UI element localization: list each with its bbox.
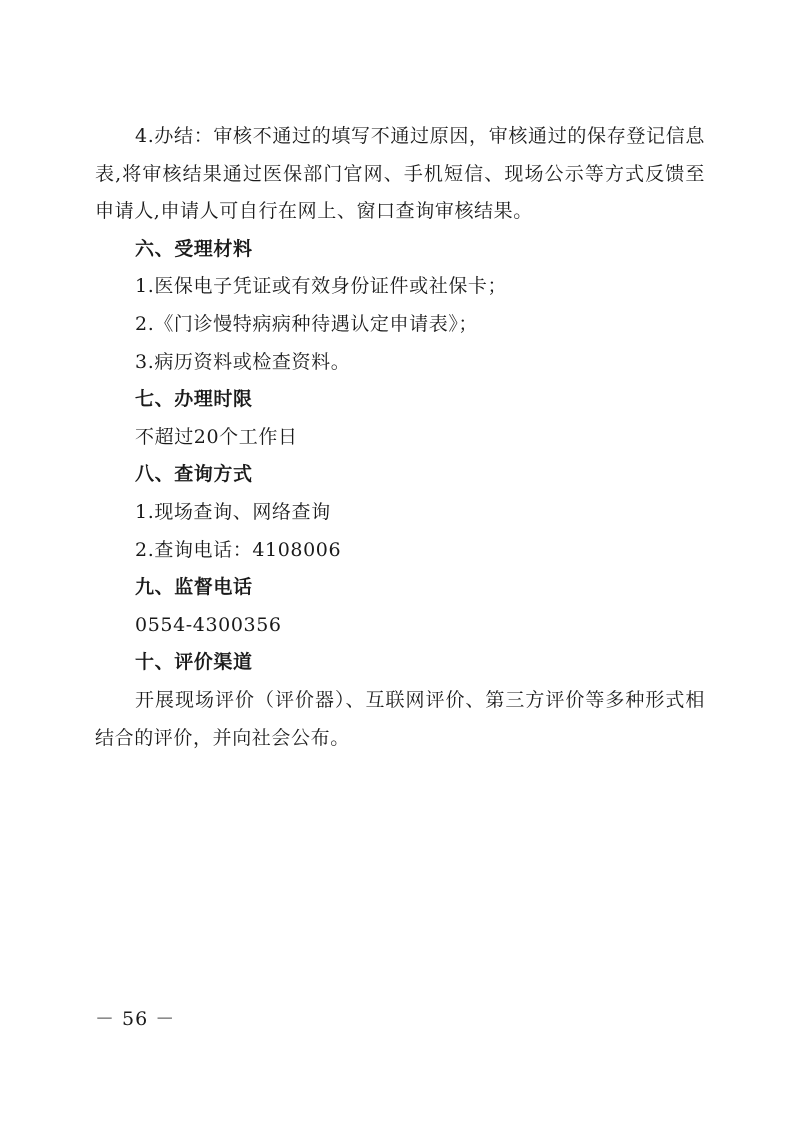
heading-evaluation: 十、评价渠道	[135, 651, 253, 674]
paragraph-material-2: 2.《门诊慢特病病种待遇认定申请表》；	[135, 312, 479, 335]
paragraph-supervision-phone: 0554-4300356	[135, 613, 282, 636]
paragraph-material-1: 1.医保电子凭证或有效身份证件或社保卡；	[135, 275, 508, 298]
paragraph-inquiry-1: 1.现场查询、网络查询	[135, 500, 331, 523]
paragraph-evaluation: 开展现场评价（评价器）、互联网评价、第三方评价等多种形式相结合的评价，并向社会公布。	[95, 688, 705, 749]
heading-inquiry: 八、查询方式	[135, 463, 253, 486]
document-body	[95, 118, 705, 757]
heading-materials: 六、受理材料	[135, 237, 253, 260]
paragraph-time-limit: 不超过20个工作日	[135, 425, 298, 448]
heading-time-limit: 七、办理时限	[135, 388, 253, 411]
paragraph-material-3: 3.病历资料或检查资料。	[135, 350, 351, 373]
page-number: － 56 －	[95, 1008, 176, 1030]
heading-supervision: 九、监督电话	[135, 576, 253, 599]
paragraph-inquiry-2: 2.查询电话：4108006	[135, 538, 342, 561]
paragraph-completion-step: 4.办结：审核不通过的填写不通过原因，审核通过的保存登记信息表,将审核结果通过医保部门官网、手机短信、现场公示等方式反馈至申请人,申请人可自行在网上、窗口查询审核结果。	[95, 125, 705, 223]
